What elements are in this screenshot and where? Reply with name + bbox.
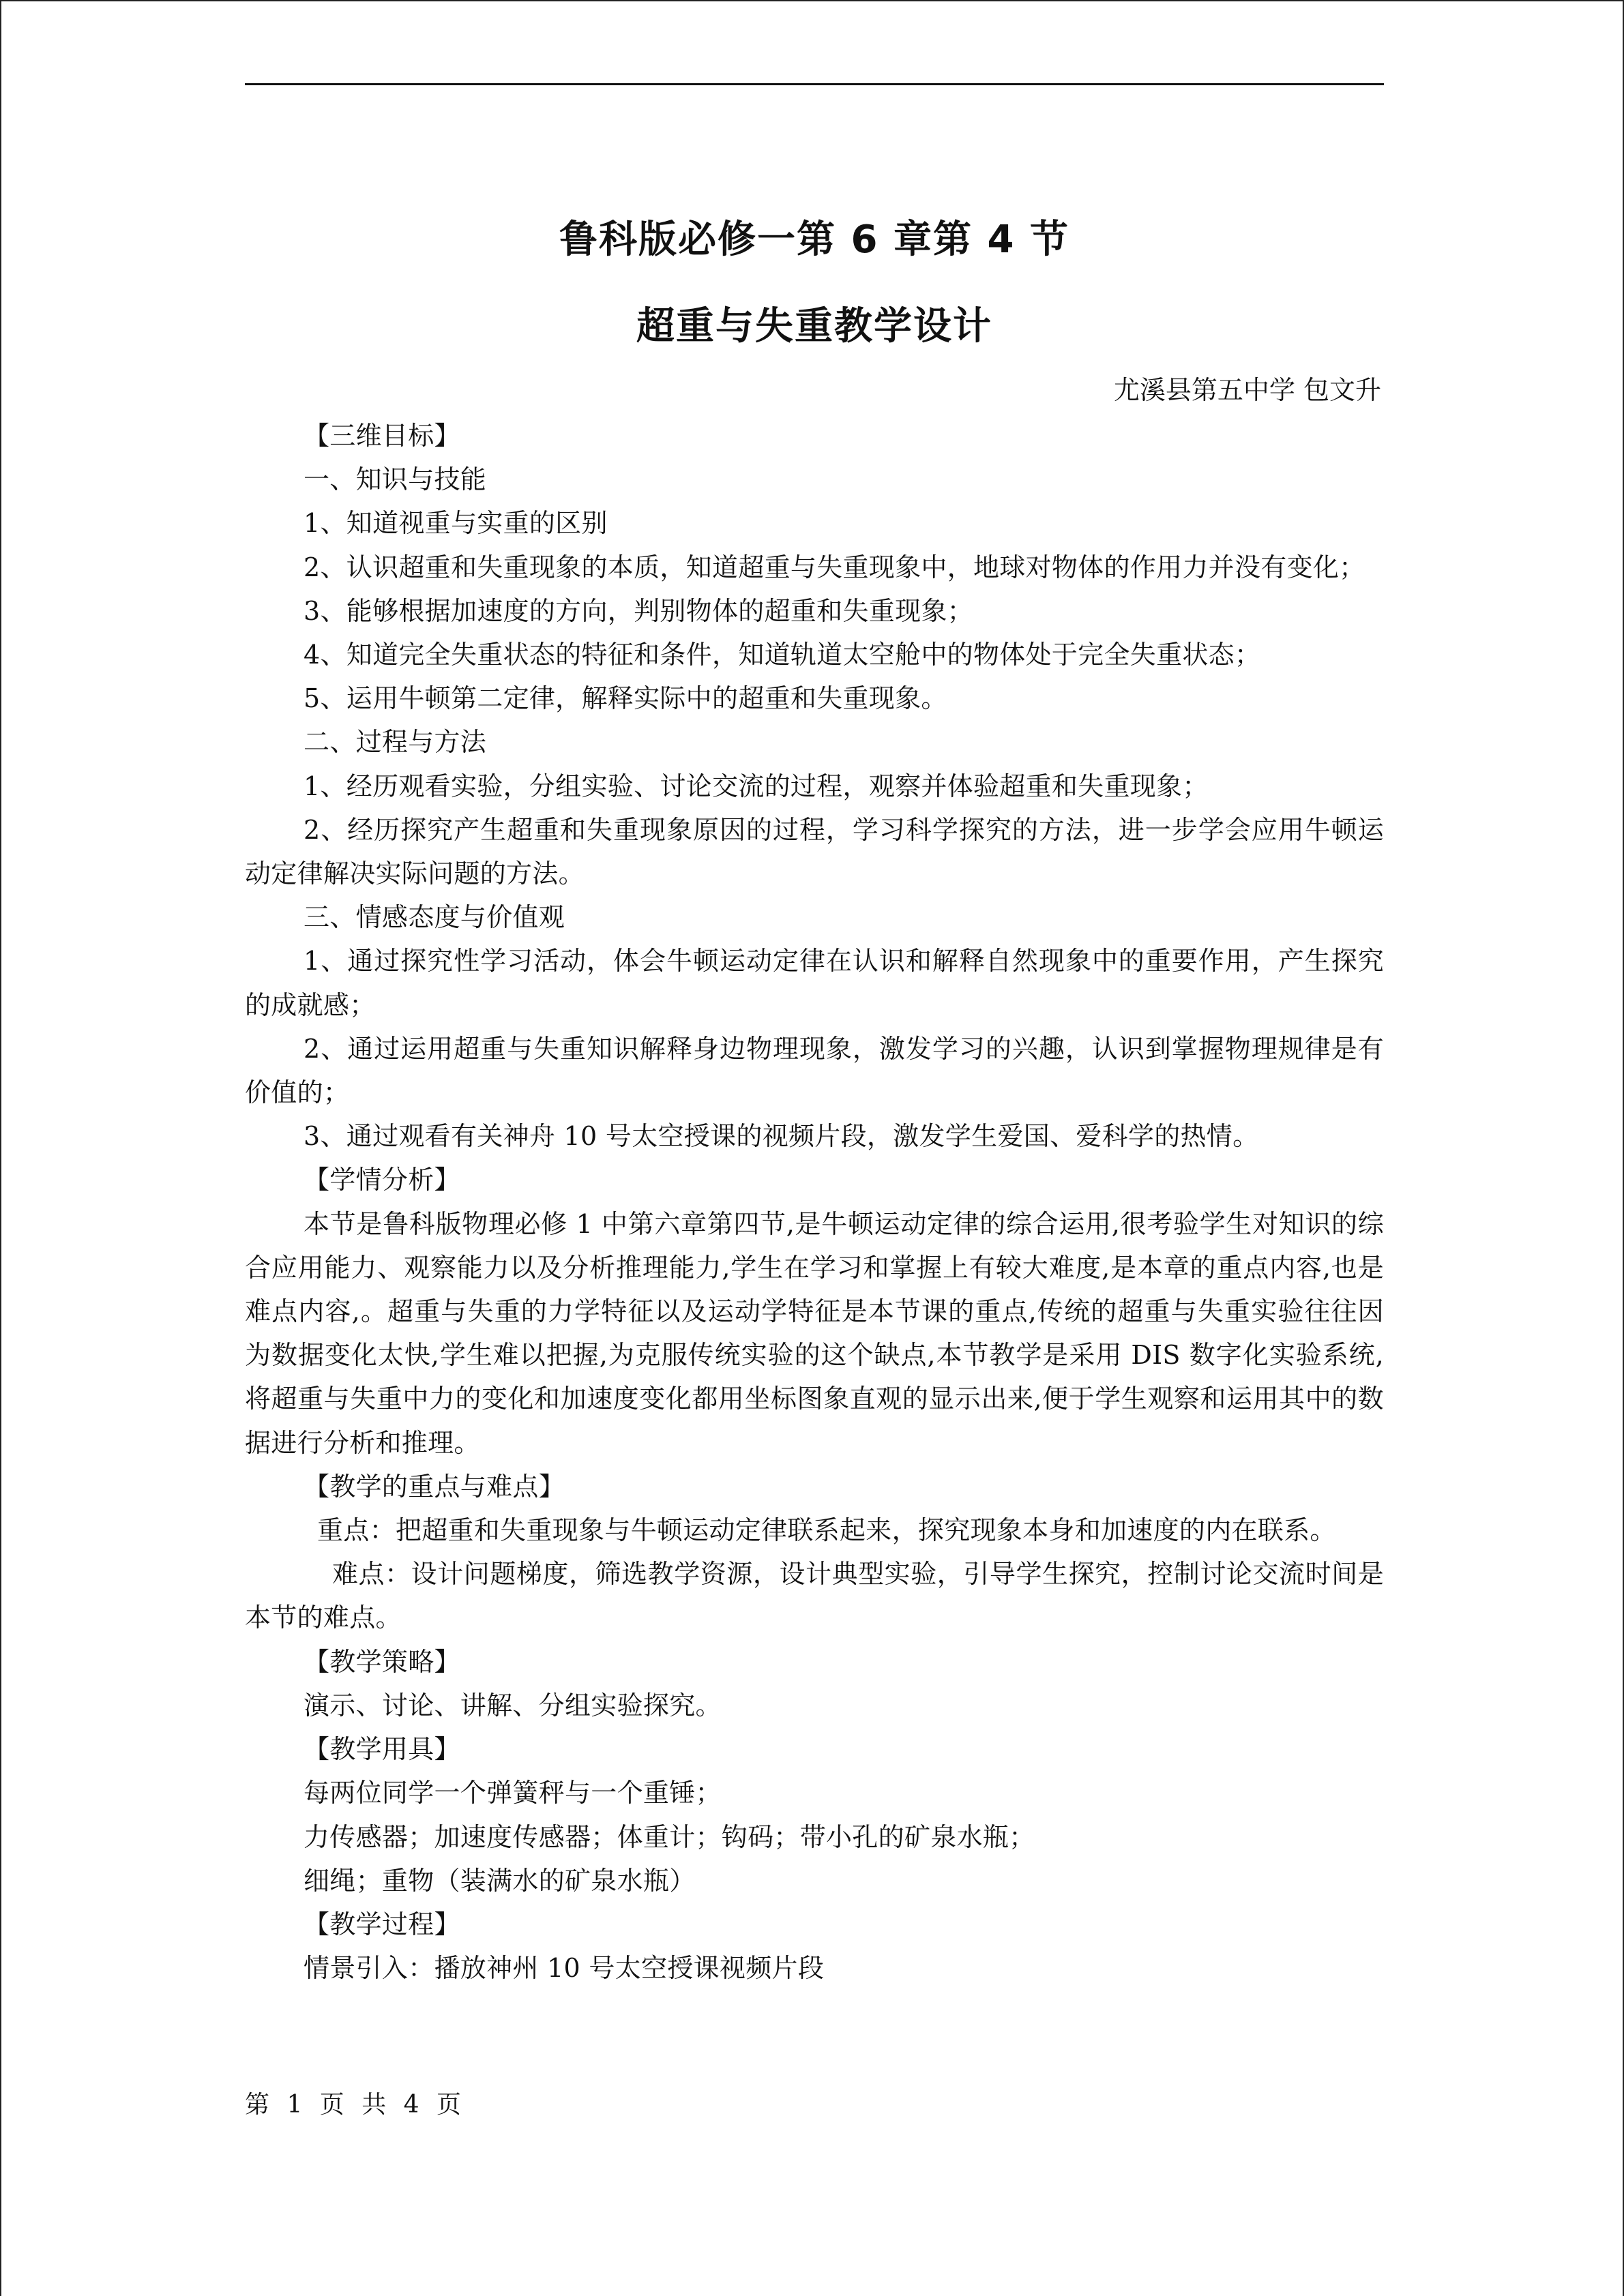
process-item-2: 2、经历探究产生超重和失重现象原因的过程，学习科学探究的方法，进一步学会应用牛顿运动定律解决实际问题的方法。 bbox=[245, 814, 1384, 889]
knowledge-item-4: 4、知道完全失重状态的特征和条件，知道轨道太空舱中的物体处于完全失重状态； bbox=[304, 640, 1261, 670]
process-item-1: 1、经历观看实验，分组实验、讨论交流的过程，观察并体验超重和失重现象； bbox=[304, 771, 1209, 801]
analysis-paragraph: 本节是鲁科版物理必修 1 中第六章第四节,是牛顿运动定律的综合运用,很考验学生对知识的综合应用能力、观察能力以及分析推理能力,学生在学习和掌握上有较大难度,是本章的重点内容,也是难点内容,。超重与失重的力学特征以及运动学特征是本节课的重点,传统的超重与失重实验往往因为数据变化太快,学生难以把握,为克服传统实验的这个缺点,本节教学是采用 DIS 数字化实验系统,将超重与失重中力的变化和加速度变化都用坐标图象直观的显示出来,便于学生观察和运用其中的数据进行分析和推理。 bbox=[245, 1208, 1384, 1458]
tools-heading: 【教学用具】 bbox=[304, 1734, 460, 1765]
strategy-paragraph: 演示、讨论、讲解、分组实验探究。 bbox=[304, 1690, 722, 1720]
page-footer: 第 1 页 共 4 页 bbox=[245, 2091, 462, 2119]
goals-heading: 【三维目标】 bbox=[304, 421, 460, 451]
keypoints-heading: 【教学的重点与难点】 bbox=[304, 1471, 565, 1502]
emotion-item-2: 2、通过运用超重与失重知识解释身边物理现象，激发学习的兴趣，认识到掌握物理规律是有价值的； bbox=[245, 1033, 1384, 1108]
analysis-heading: 【学情分析】 bbox=[304, 1165, 460, 1195]
document-title: 鲁科版必修一第 6 章第 4 节 bbox=[559, 218, 1069, 262]
tools-line-2: 力传感器；加速度传感器；体重计；钩码；带小孔的矿泉水瓶； bbox=[304, 1821, 1035, 1852]
difficulty-paragraph: 难点：设计问题梯度，筛选教学资源，设计典型实验，引导学生探究，控制讨论交流时间是本节的难点。 bbox=[245, 1559, 1384, 1633]
teaching-process-heading: 【教学过程】 bbox=[304, 1909, 460, 1939]
tools-line-3: 细绳；重物（装满水的矿泉水瓶） bbox=[304, 1865, 696, 1896]
emotion-item-3: 3、通过观看有关神舟 10 号太空授课的视频片段，激发学生爱国、爱科学的热情。 bbox=[304, 1121, 1259, 1152]
author-line: 尤溪县第五中学 包文升 bbox=[1113, 375, 1381, 405]
tools-line-1: 每两位同学一个弹簧秤与一个重锤； bbox=[304, 1778, 722, 1808]
document-subtitle: 超重与失重教学设计 bbox=[636, 304, 992, 348]
knowledge-item-1: 1、知道视重与实重的区别 bbox=[304, 508, 608, 539]
knowledge-item-3: 3、能够根据加速度的方向，判别物体的超重和失重现象； bbox=[304, 595, 973, 626]
header-rule bbox=[245, 83, 1384, 85]
emotion-heading: 三、情感态度与价值观 bbox=[304, 902, 565, 933]
knowledge-item-2: 2、认识超重和失重现象的本质，知道超重与失重现象中，地球对物体的作用力并没有变化； bbox=[304, 552, 1365, 582]
strategy-heading: 【教学策略】 bbox=[304, 1646, 460, 1677]
document-body bbox=[245, 414, 1384, 1990]
knowledge-item-5: 5、运用牛顿第二定律，解释实际中的超重和失重现象。 bbox=[304, 683, 947, 714]
intro-paragraph: 情景引入：播放神州 10 号太空授课视频片段 bbox=[304, 1953, 825, 1984]
keypoint-paragraph: 重点：把超重和失重现象与牛顿运动定律联系起来，探究现象本身和加速度的内在联系。 bbox=[317, 1515, 1336, 1546]
knowledge-heading: 一、知识与技能 bbox=[304, 464, 487, 495]
process-heading: 二、过程与方法 bbox=[304, 727, 487, 758]
emotion-item-1: 1、通过探究性学习活动，体会牛顿运动定律在认识和解释自然现象中的重要作用，产生探究的成就感； bbox=[245, 946, 1384, 1020]
